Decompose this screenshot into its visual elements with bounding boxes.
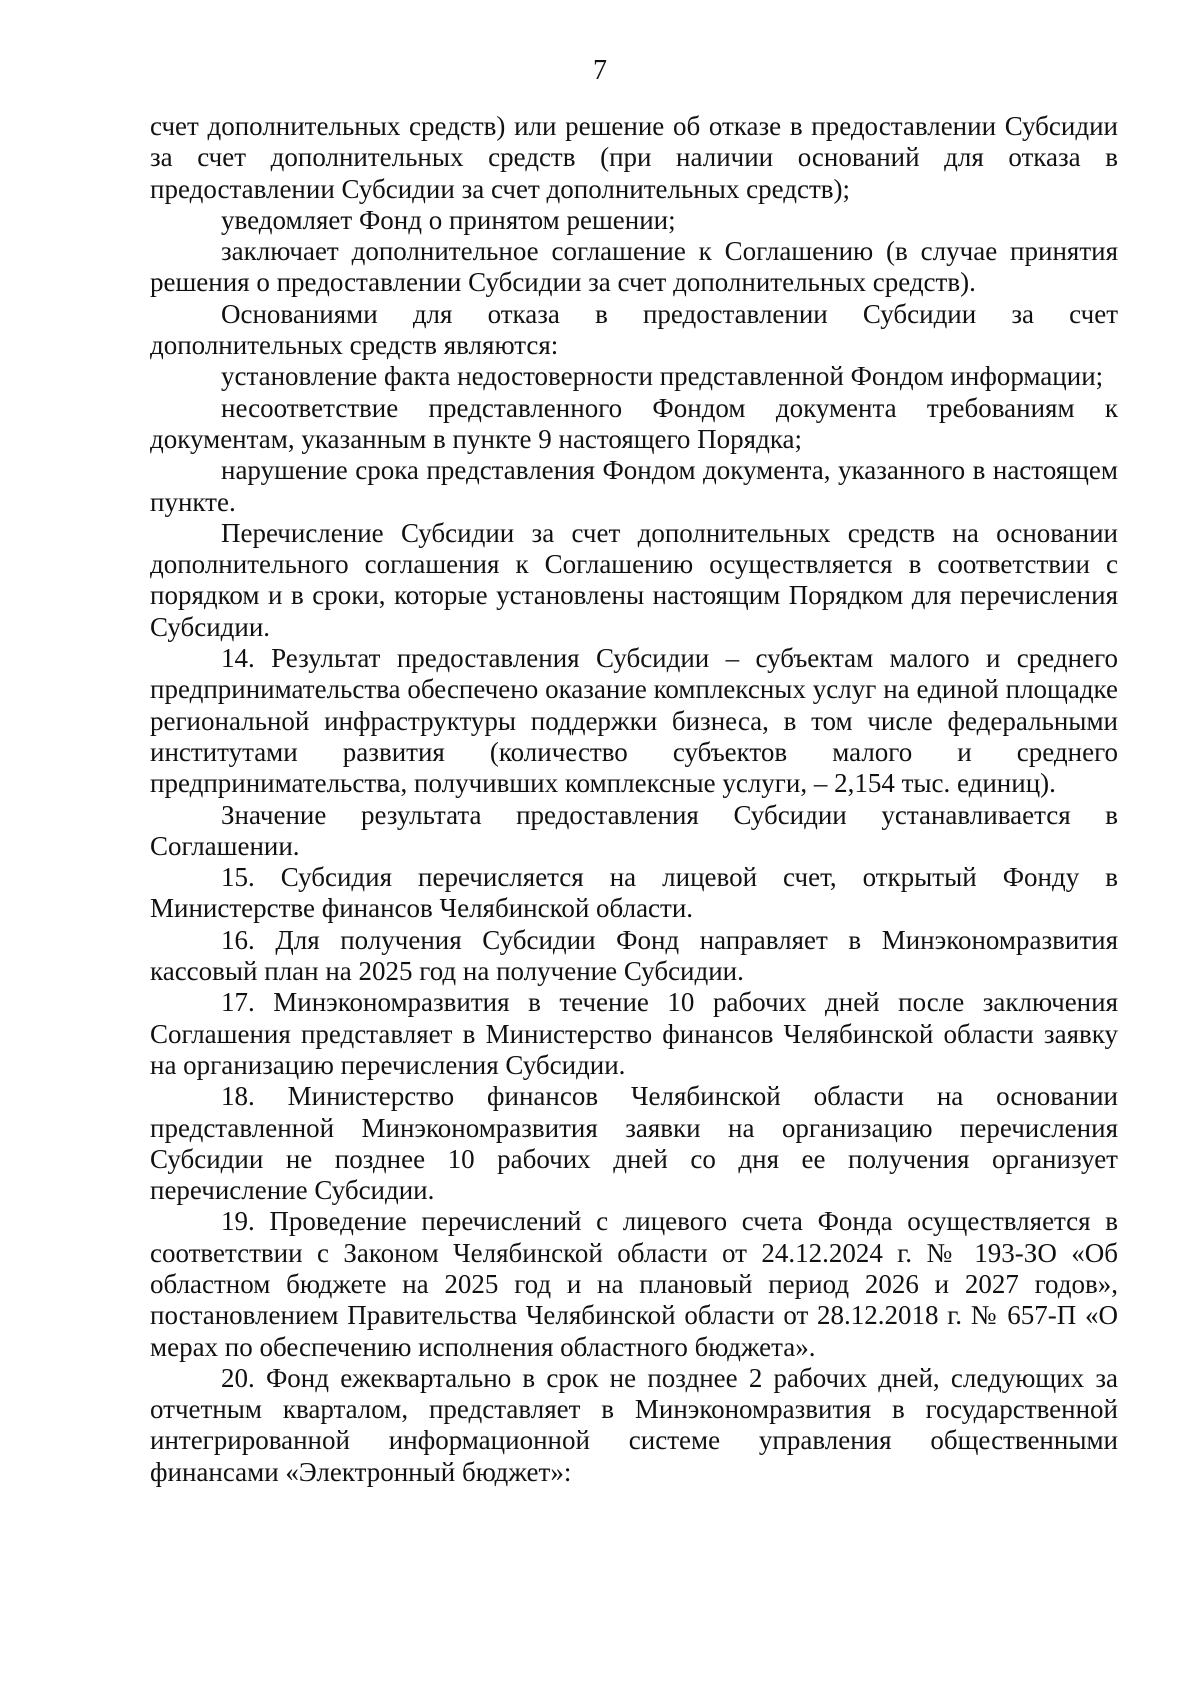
paragraph: счет дополнительных средств) или решение об отказе в предоставлении Субсидии за счет дополнительных средств (при наличии оснований для отказа в предоставлении Субсидии за счет дополнительных средств); bbox=[150, 111, 1118, 204]
paragraph: установление факта недостоверности представленной Фондом информации; bbox=[221, 361, 1104, 392]
paragraph-item-18: 18. Министерство финансов Челябинской области на основании представленной Минэкономразвития заявки на организацию перечисления Субсидии не позднее 10 рабочих дней со дня ее получения организует перечисление Субсидии. bbox=[150, 1081, 1118, 1206]
paragraph-item-15: 15. Субсидия перечисляется на лицевой счет, открытый Фонду в Министерстве финансов Челябинской области. bbox=[150, 862, 1118, 924]
paragraph: заключает дополнительное соглашение к Соглашению (в случае принятия решения о предоставлении Субсидии за счет дополнительных средств). bbox=[150, 236, 1118, 298]
paragraph: Значение результата предоставления Субсидии устанавливается в Соглашении. bbox=[150, 799, 1118, 861]
page-number: 7 bbox=[593, 55, 607, 86]
paragraph-item-17: 17. Минэкономразвития в течение 10 рабочих дней после заключения Соглашения представляет в Министерство финансов Челябинской области заявку на организацию перечисления Субсидии. bbox=[150, 987, 1118, 1080]
paragraph-item-19: 19. Проведение перечислений с лицевого счета Фонда осуществляется в соответствии с Законом Челябинской области от 24.12.2024 г. № 193-ЗО «Об областном бюджете на 2025 год и на плановый период 2026 и 2027 годов», постановлением Правительства Челябинской области от 28.12.2018 г. № 657-П «О мерах по обеспечению исполнения областного бюджета». bbox=[150, 1206, 1118, 1362]
paragraph-item-14: 14. Результат предоставления Субсидии – субъектам малого и среднего предпринимательства обеспечено оказание комплексных услуг на единой площадке региональной инфраструктуры поддержки бизнеса, в том числе федеральными институтами развития (количество субъектов малого и среднего предпринимательства, получивших комплексные услуги, – 2,154 тыс. единиц). bbox=[150, 643, 1118, 799]
paragraph: уведомляет Фонд о принятом решении; bbox=[221, 204, 676, 235]
paragraph: несоответствие представленного Фондом документа требованиям к документам, указанным в пункте 9 настоящего Порядка; bbox=[150, 392, 1118, 454]
paragraph-item-20: 20. Фонд ежеквартально в срок не позднее 2 рабочих дней, следующих за отчетным кварталом, представляет в Минэкономразвития в государственной интегрированной информационной системе управления общественными финансами «Электронный бюджет»: bbox=[150, 1362, 1118, 1487]
paragraph-item-16: 16. Для получения Субсидии Фонд направляет в Минэкономразвития кассовый план на 2025 год на получение Субсидии. bbox=[150, 924, 1118, 987]
paragraph: Перечисление Субсидии за счет дополнительных средств на основании дополнительного соглашения к Соглашению осуществляется в соответствии с порядком и в сроки, которые установлены настоящим Порядком для перечисления Субсидии. bbox=[150, 517, 1118, 642]
paragraph: нарушение срока представления Фондом документа, указанного в настоящем пункте. bbox=[150, 455, 1118, 517]
paragraph: Основаниями для отказа в предоставлении Субсидии за счет дополнительных средств являются: bbox=[150, 298, 1118, 361]
document-body bbox=[150, 111, 1118, 1488]
